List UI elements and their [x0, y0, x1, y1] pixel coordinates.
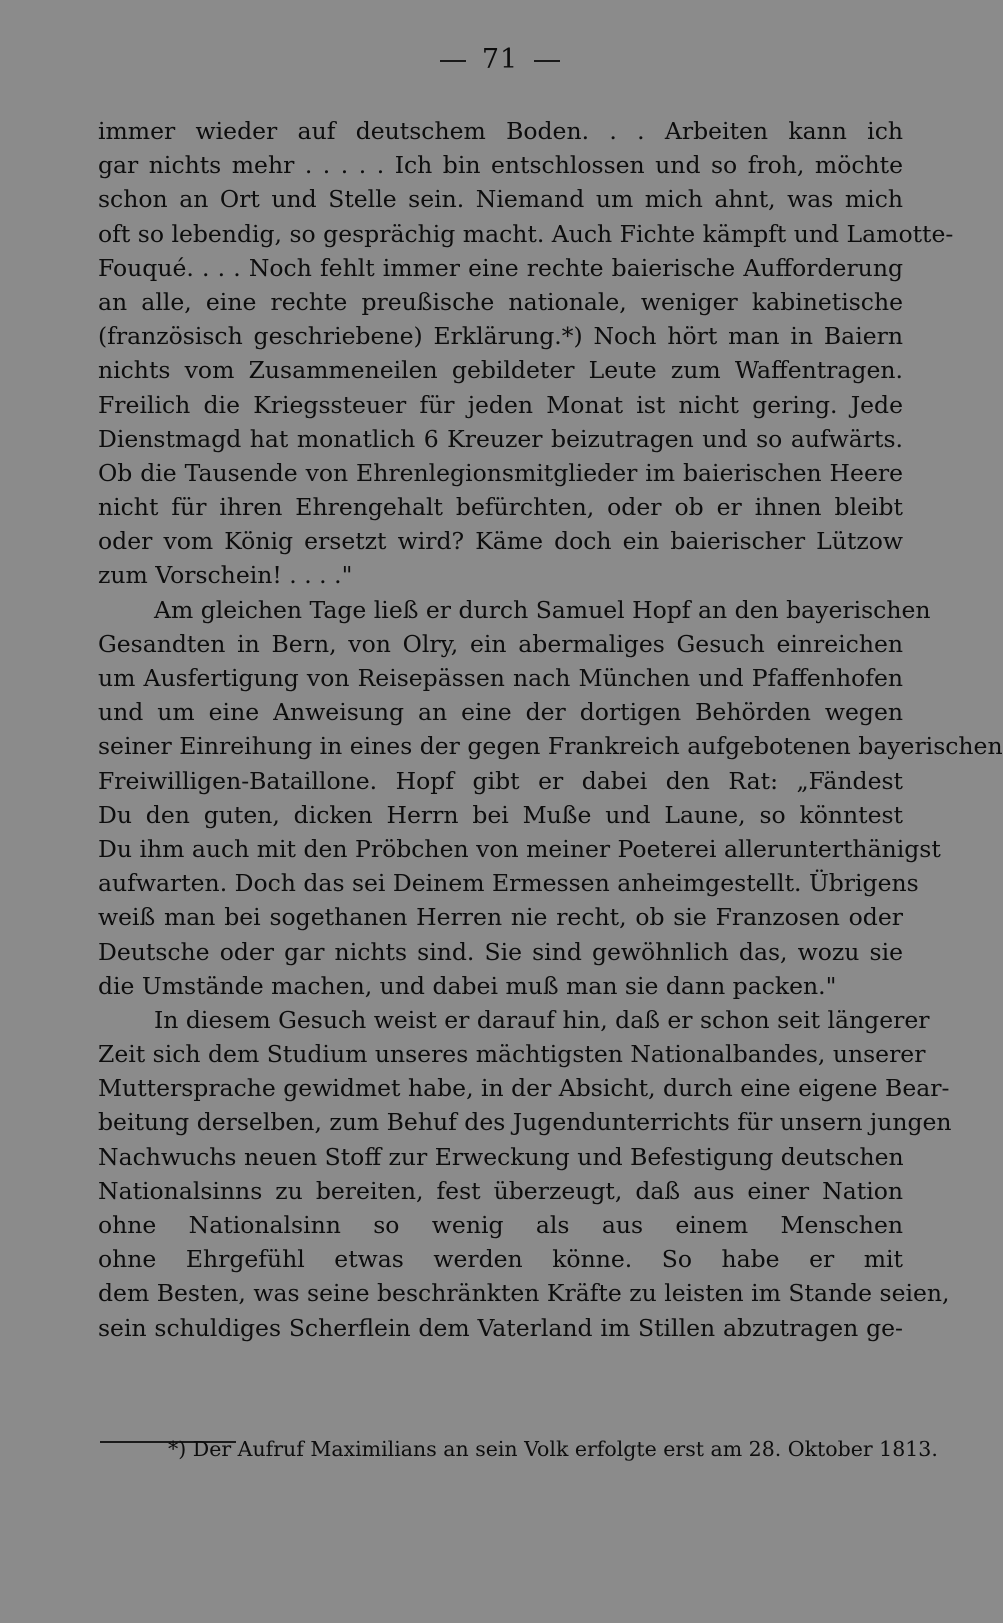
text-line: Du den guten, dicken Herrn bei Muße und Laune, so könntest: [98, 800, 903, 829]
text-line: ohne Nationalsinn so wenig als aus einem Menschen: [98, 1211, 903, 1239]
text-line: sein schuldiges Scherflein dem Vaterland im Stillen abzutragen ge-: [98, 1313, 903, 1342]
text-line: oft so lebendig, so gesprächig macht. Auch Fichte kämpft und Lamotte-: [98, 219, 954, 248]
text-line: die Umstände machen, und dabei muß man sie dann packen.": [98, 971, 837, 1000]
text-line: Nationalsinns zu bereiten, fest überzeugt, daß aus einer Nation: [98, 1176, 903, 1205]
text-line: an alle, eine rechte preußische nationale, weniger kabinetische: [98, 287, 903, 316]
text-line: und um eine Anweisung an eine der dortigen Behörden wegen: [98, 698, 903, 727]
text-line: nicht für ihren Ehrengehalt befürchten, oder ob er ihnen bleibt: [98, 493, 903, 522]
text-line: Freilich die Kriegssteuer für jeden Monat ist nicht gering. Jede: [98, 390, 903, 419]
text-line: Gesandten in Bern, von Olry, ein abermaliges Gesuch einreichen: [98, 629, 903, 658]
text-line: immer wieder auf deutschem Boden. . . Arbeiten kann ich: [98, 117, 903, 145]
footnote: *) Der Aufruf Maximilians an sein Volk erfolgte erst am 28. Oktober 1813.: [168, 1437, 938, 1461]
text-line: Dienstmagd hat monatlich 6 Kreuzer beizutragen und so aufwärts.: [98, 424, 903, 453]
text-line: aufwarten. Doch das sei Deinem Ermessen anheimgestellt. Übrigens: [98, 869, 919, 898]
header-dash-left: [440, 60, 466, 62]
body-text: [98, 114, 1003, 1345]
text-line: Du ihm auch mit den Pröbchen von meiner Poeterei allerunterthänigst: [98, 834, 941, 863]
text-line: ohne Ehrgefühl etwas werden könne. So habe er mit: [98, 1245, 903, 1274]
text-line: Nachwuchs neuen Stoff zur Erweckung und Befestigung deutschen: [98, 1142, 904, 1171]
page-number-header: [0, 44, 1000, 75]
text-line: Freiwilligen-Bataillone. Hopf gibt er dabei den Rat: „Fändest: [98, 766, 903, 795]
text-line: (französisch geschriebene) Erklärung.*) Noch hört man in Baiern: [98, 322, 903, 351]
text-line: beitung derselben, zum Behuf des Jugendunterrichts für unsern jungen: [98, 1108, 952, 1137]
page-number: 71: [481, 44, 519, 75]
text-line: Fouqué. . . . Noch fehlt immer eine rechte baierische Aufforderung: [98, 253, 903, 282]
text-line: In diesem Gesuch weist er darauf hin, daß er schon seit längerer: [154, 1005, 930, 1034]
text-line: zum Vorschein! . . . .": [98, 561, 353, 590]
text-line: gar nichts mehr . . . . . Ich bin entschlossen und so froh, möchte: [98, 151, 903, 180]
text-line: Ob die Tausende von Ehrenlegionsmitglieder im baierischen Heere: [98, 458, 903, 487]
text-line: Am gleichen Tage ließ er durch Samuel Hopf an den bayerischen: [154, 595, 931, 624]
text-line: dem Besten, was seine beschränkten Kräfte zu leisten im Stande seien,: [98, 1279, 950, 1308]
text-line: um Ausfertigung von Reisepässen nach München und Pfaffenhofen: [98, 664, 903, 692]
text-line: Muttersprache gewidmet habe, in der Absicht, durch eine eigene Bear-: [98, 1074, 950, 1103]
text-line: Zeit sich dem Studium unseres mächtigsten Nationalbandes, unserer: [98, 1040, 926, 1069]
text-line: nichts vom Zusammeneilen gebildeter Leute zum Waffentragen.: [98, 356, 903, 385]
text-line: weiß man bei sogethanen Herren nie recht, ob sie Franzosen oder: [98, 903, 903, 932]
text-line: schon an Ort und Stelle sein. Niemand um mich ahnt, was mich: [98, 185, 903, 214]
text-line: Deutsche oder gar nichts sind. Sie sind gewöhnlich das, wozu sie: [98, 937, 903, 966]
text-line: oder vom König ersetzt wird? Käme doch ein baierischer Lützow: [98, 527, 903, 556]
header-dash-right: [534, 60, 560, 62]
text-line: seiner Einreihung in eines der gegen Frankreich aufgebotenen bayerischen: [98, 732, 1003, 761]
